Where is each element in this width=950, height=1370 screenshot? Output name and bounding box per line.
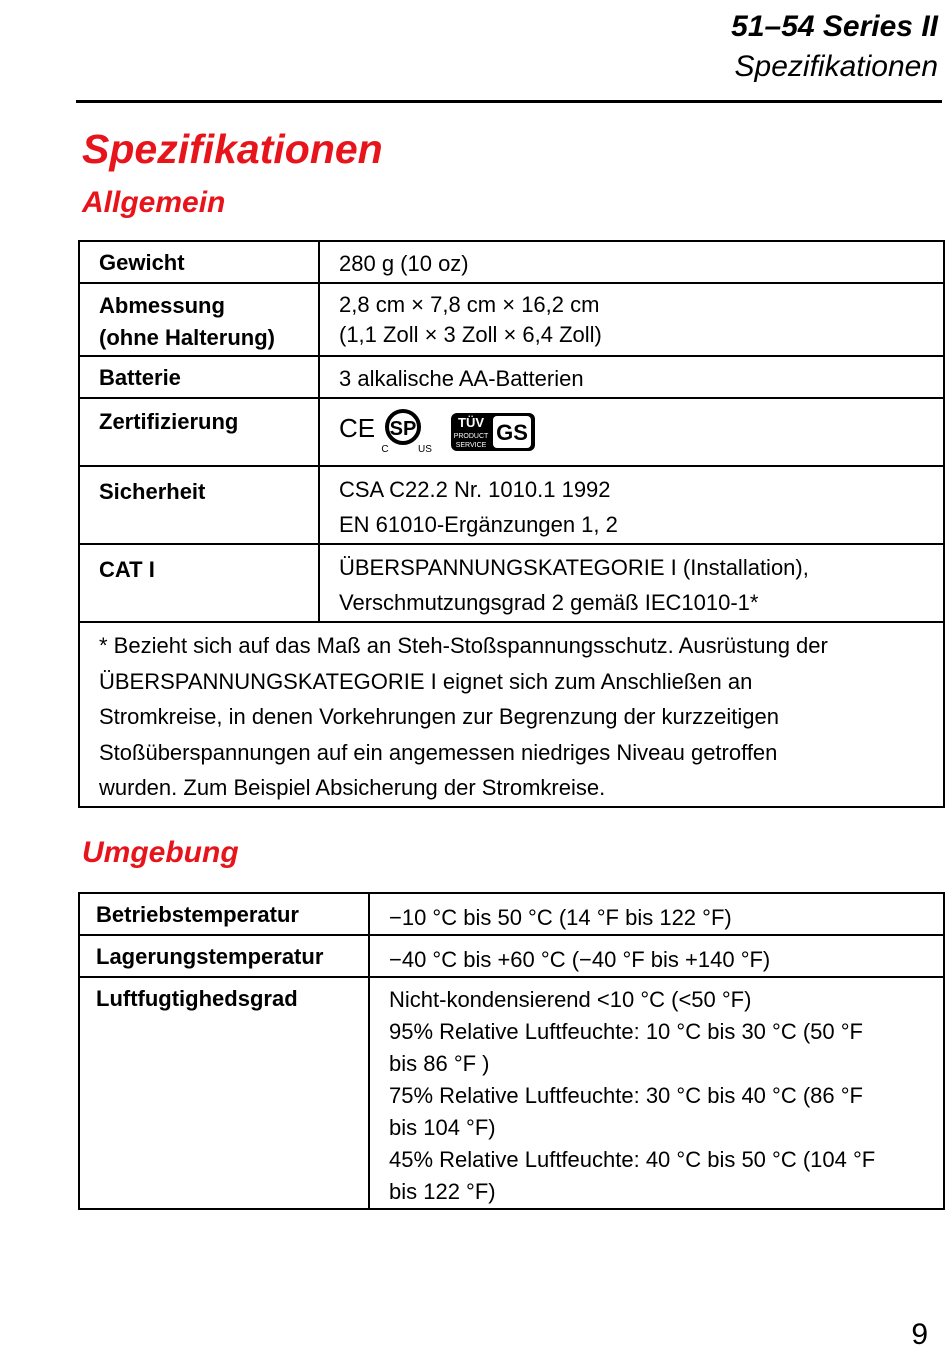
spec-value: Nicht-kondensierend <10 °C (<50 °F) 95% Relative Luftfeuchte: 10 °C bis 30 °C (50 °F bis 86 °F ) 75% Relative Luftfeuchte: 30 °C bis 40 °C (86 °F bis 104 °F) 45% Relative Luftfeuchte: 40 °C bis 50 °C (104 °F bis 122 °F) [369,977,944,1209]
section-heading-environment: Umgebung [82,836,239,869]
svg-text:GS: GS [496,420,528,445]
svg-text:PRODUCT: PRODUCT [453,433,489,440]
ce-mark-icon: CE [339,413,376,443]
spec-value: ÜBERSPANNUNGSKATEGORIE I (Installation), Verschmutzungsgrad 2 gemäß IEC1010-1* [319,544,944,622]
tuv-gs-mark-icon [451,413,535,451]
spec-label: CAT I [79,544,319,622]
environment-spec-table [78,892,945,1210]
section-heading-general: Allgemein [82,186,226,219]
header-series: 51–54 Series II [731,10,938,43]
table-row [79,356,944,398]
spec-value: 2,8 cm × 7,8 cm × 16,2 cm (1,1 Zoll × 3 Zoll × 6,4 Zoll) [319,283,944,356]
spec-label: Luftfugtighedsgrad [79,977,369,1209]
spec-label: Abmessung (ohne Halterung) [79,283,319,356]
table-row [79,398,944,466]
svg-text:SERVICE: SERVICE [455,442,487,449]
table-row [79,622,944,807]
svg-text:TÜV: TÜV [458,415,484,430]
spec-label: Sicherheit [79,466,319,544]
table-row [79,977,944,1209]
spec-label: Betriebstemperatur [79,893,369,935]
spec-value: 3 alkalische AA-Batterien [319,356,944,398]
table-row [79,935,944,977]
general-spec-table [78,240,945,808]
header-section: Spezifikationen [734,50,938,83]
table-row [79,544,944,622]
svg-text:SP: SP [389,418,417,440]
csa-mark-icon [381,411,432,455]
header-rule [76,100,942,103]
spec-label: Batterie [79,356,319,398]
spec-label: Lagerungstemperatur [79,935,369,977]
table-row [79,893,944,935]
page-title: Spezifikationen [82,126,383,172]
table-row [79,466,944,544]
svg-text:US: US [418,444,432,455]
table-row [79,283,944,356]
spec-value: −10 °C bis 50 °C (14 °F bis 122 °F) [369,893,944,935]
svg-text:C: C [381,444,389,455]
spec-value: 280 g (10 oz) [319,241,944,283]
certification-logos-icon [339,407,569,455]
certification-marks [319,398,944,466]
spec-label: Zertifizierung [79,398,319,466]
page-number: 9 [911,1318,928,1351]
spec-label: Gewicht [79,241,319,283]
table-row [79,241,944,283]
footnote: * Bezieht sich auf das Maß an Steh-Stoßspannungsschutz. Ausrüstung der ÜBERSPANNUNGSKATEGORIE I eignet sich zum Anschließen an Stromkreise, in denen Vorkehrungen zur Begrenzung der kurzzeitigen Stoßüberspannungen auf ein angemessen niedriges Niveau getroffen wurden. Zum Beispiel Absicherung der Stromkreise. [79,622,944,807]
spec-value: −40 °C bis +60 °C (−40 °F bis +140 °F) [369,935,944,977]
spec-value: CSA C22.2 Nr. 1010.1 1992 EN 61010-Ergänzungen 1, 2 [319,466,944,544]
